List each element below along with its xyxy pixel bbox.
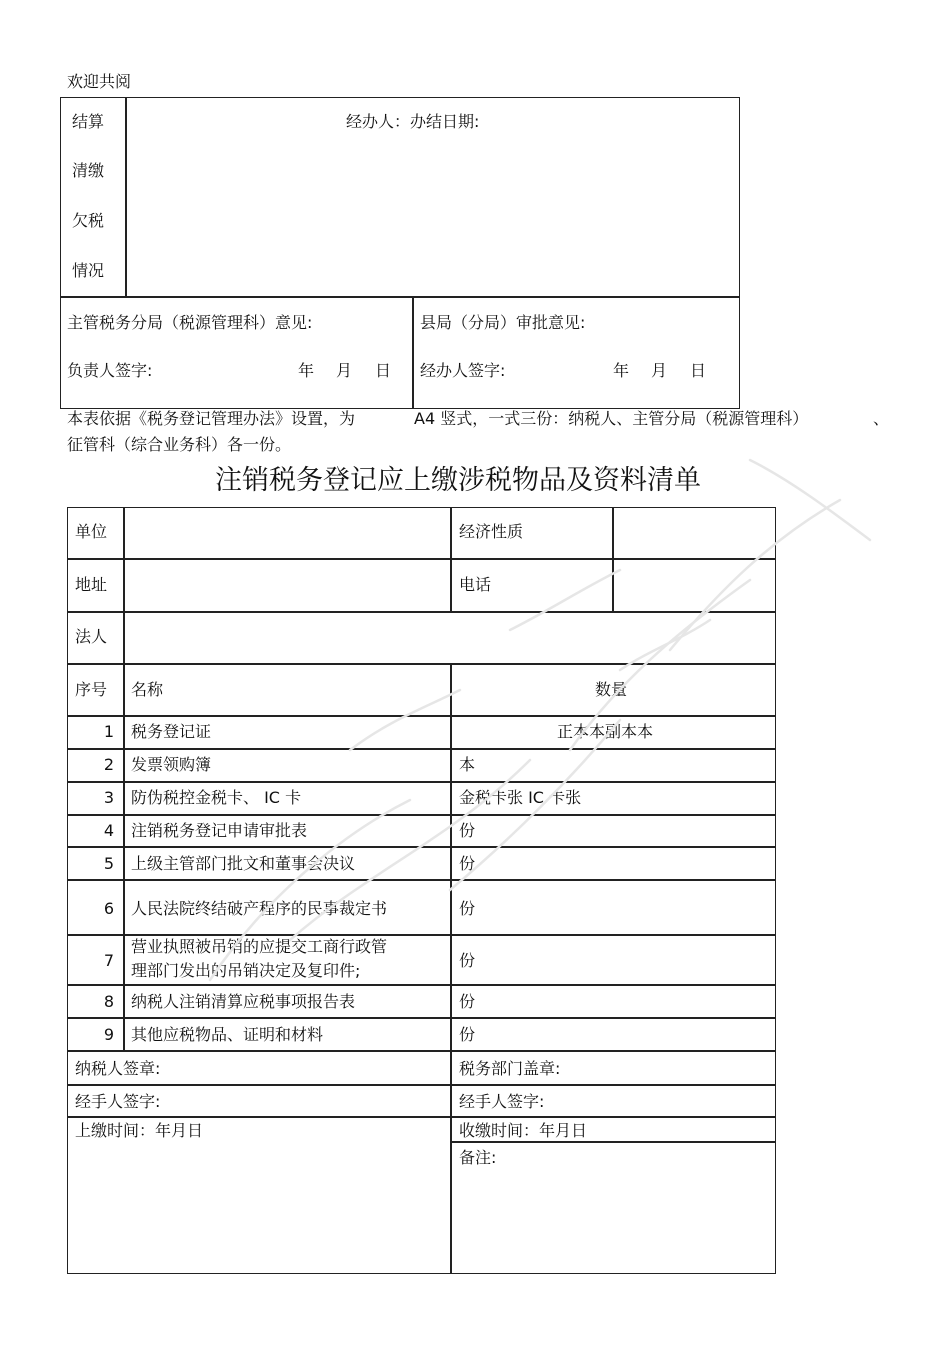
remarks-label: 备注: — [459, 1148, 497, 1167]
col-line — [123, 507, 125, 1050]
date-month: 月 — [336, 361, 353, 380]
item-list-border — [67, 507, 776, 1274]
item-no: 7 — [103, 951, 114, 970]
handler-sign-left: 经手人签字: — [75, 1092, 161, 1111]
item-name: 纳税人注销清算应税事项报告表 — [131, 992, 356, 1011]
taxpayer-seal-label: 纳税人签章: — [75, 1059, 161, 1078]
unit-label: 单位 — [75, 522, 108, 541]
phone-label: 电话 — [459, 575, 492, 594]
item-name: 防伪税控金税卡、 IC 卡 — [131, 788, 302, 807]
row-line — [67, 715, 776, 717]
responsible-sign-label: 负责人签字: — [67, 361, 153, 380]
item-name-line2: 理部门发出的吊销决定及复印件; — [131, 961, 361, 980]
note-line2: 征管科（综合业务科）各一份。 — [67, 435, 292, 454]
item-name: 人民法院终结破产程序的民事裁定书 — [131, 899, 388, 918]
item-no: 4 — [103, 821, 114, 840]
item-name: 注销税务登记申请审批表 — [131, 821, 308, 840]
row-line — [67, 781, 776, 783]
row-line — [67, 748, 776, 750]
col-header-name: 名称 — [131, 680, 164, 699]
item-no: 6 — [103, 899, 114, 918]
row-line — [67, 879, 776, 881]
page-title: 注销税务登记应上缴涉税物品及资料清单 — [215, 465, 701, 496]
item-name: 发票领购簿 — [131, 755, 212, 774]
row-line — [67, 1050, 776, 1052]
row-line — [67, 984, 776, 986]
handler-sign-label: 经办人签字: — [420, 361, 506, 380]
row-line — [67, 814, 776, 816]
econ-type-label: 经济性质 — [459, 522, 524, 541]
col-line — [450, 663, 452, 1274]
col-line — [450, 507, 452, 611]
row-line — [67, 1017, 776, 1019]
col-header-no: 序号 — [75, 680, 108, 699]
item-qty: 本 — [459, 755, 476, 774]
item-no: 8 — [103, 992, 114, 1011]
settlement-label-2: 清缴 — [72, 161, 105, 180]
receive-time-label: 收缴时间：年月日 — [459, 1121, 588, 1140]
settlement-label-1: 结算 — [72, 112, 105, 131]
divider — [125, 97, 127, 297]
note-line1-a: 本表依据《税务登记管理办法》设置，为 — [67, 409, 356, 428]
date-day: 日 — [375, 361, 392, 380]
item-no: 3 — [103, 788, 114, 807]
item-name: 税务登记证 — [131, 722, 212, 741]
item-qty: 份 — [459, 854, 476, 873]
handler-date-line: 经办人：办结日期: — [346, 112, 480, 131]
address-label: 地址 — [75, 575, 108, 594]
date-month: 月 — [651, 361, 668, 380]
row-line — [450, 1141, 776, 1143]
item-name: 上级主管部门批文和董事会决议 — [131, 854, 356, 873]
divider — [412, 296, 414, 409]
divider — [60, 296, 740, 298]
row-line — [67, 1084, 776, 1086]
item-no: 9 — [103, 1025, 114, 1044]
note-line1-b: A4 竖式，一式三份：纳税人、主管分局（税源管理科） — [414, 409, 809, 428]
item-name-line1: 营业执照被吊销的应提交工商行政管 — [131, 937, 388, 956]
row-line — [67, 846, 776, 848]
date-year: 年 — [613, 361, 630, 380]
row-line — [67, 663, 776, 665]
item-qty: 金税卡张 IC 卡张 — [459, 788, 582, 807]
tax-dept-seal-label: 税务部门盖章: — [459, 1059, 561, 1078]
item-name: 其他应税物品、证明和材料 — [131, 1025, 324, 1044]
item-qty: 份 — [459, 899, 476, 918]
top-note: 欢迎共阅 — [67, 72, 132, 91]
col-header-qty: 数量 — [595, 680, 628, 699]
branch-opinion-label: 主管税务分局（税源管理科）意见: — [67, 313, 313, 332]
note-line1-c: 、 — [873, 409, 890, 428]
item-no: 5 — [103, 854, 114, 873]
legal-person-label: 法人 — [75, 627, 108, 646]
item-qty: 正本本副本本 — [557, 722, 654, 741]
row-line — [67, 1116, 776, 1118]
item-no: 2 — [103, 755, 114, 774]
item-qty: 份 — [459, 1025, 476, 1044]
item-no: 1 — [103, 722, 114, 741]
row-line — [67, 558, 776, 560]
item-qty: 份 — [459, 992, 476, 1011]
date-day: 日 — [690, 361, 707, 380]
item-qty: 份 — [459, 821, 476, 840]
submit-time-label: 上缴时间：年月日 — [75, 1121, 204, 1140]
date-year: 年 — [298, 361, 315, 380]
county-approval-label: 县局（分局）审批意见: — [420, 313, 586, 332]
handler-sign-right: 经手人签字: — [459, 1092, 545, 1111]
settlement-label-3: 欠税 — [72, 211, 105, 230]
col-line — [612, 507, 614, 611]
row-line — [67, 934, 776, 936]
settlement-label-4: 情况 — [72, 261, 105, 280]
settlement-form-border — [60, 97, 740, 409]
row-line — [67, 611, 776, 613]
item-qty: 份 — [459, 951, 476, 970]
